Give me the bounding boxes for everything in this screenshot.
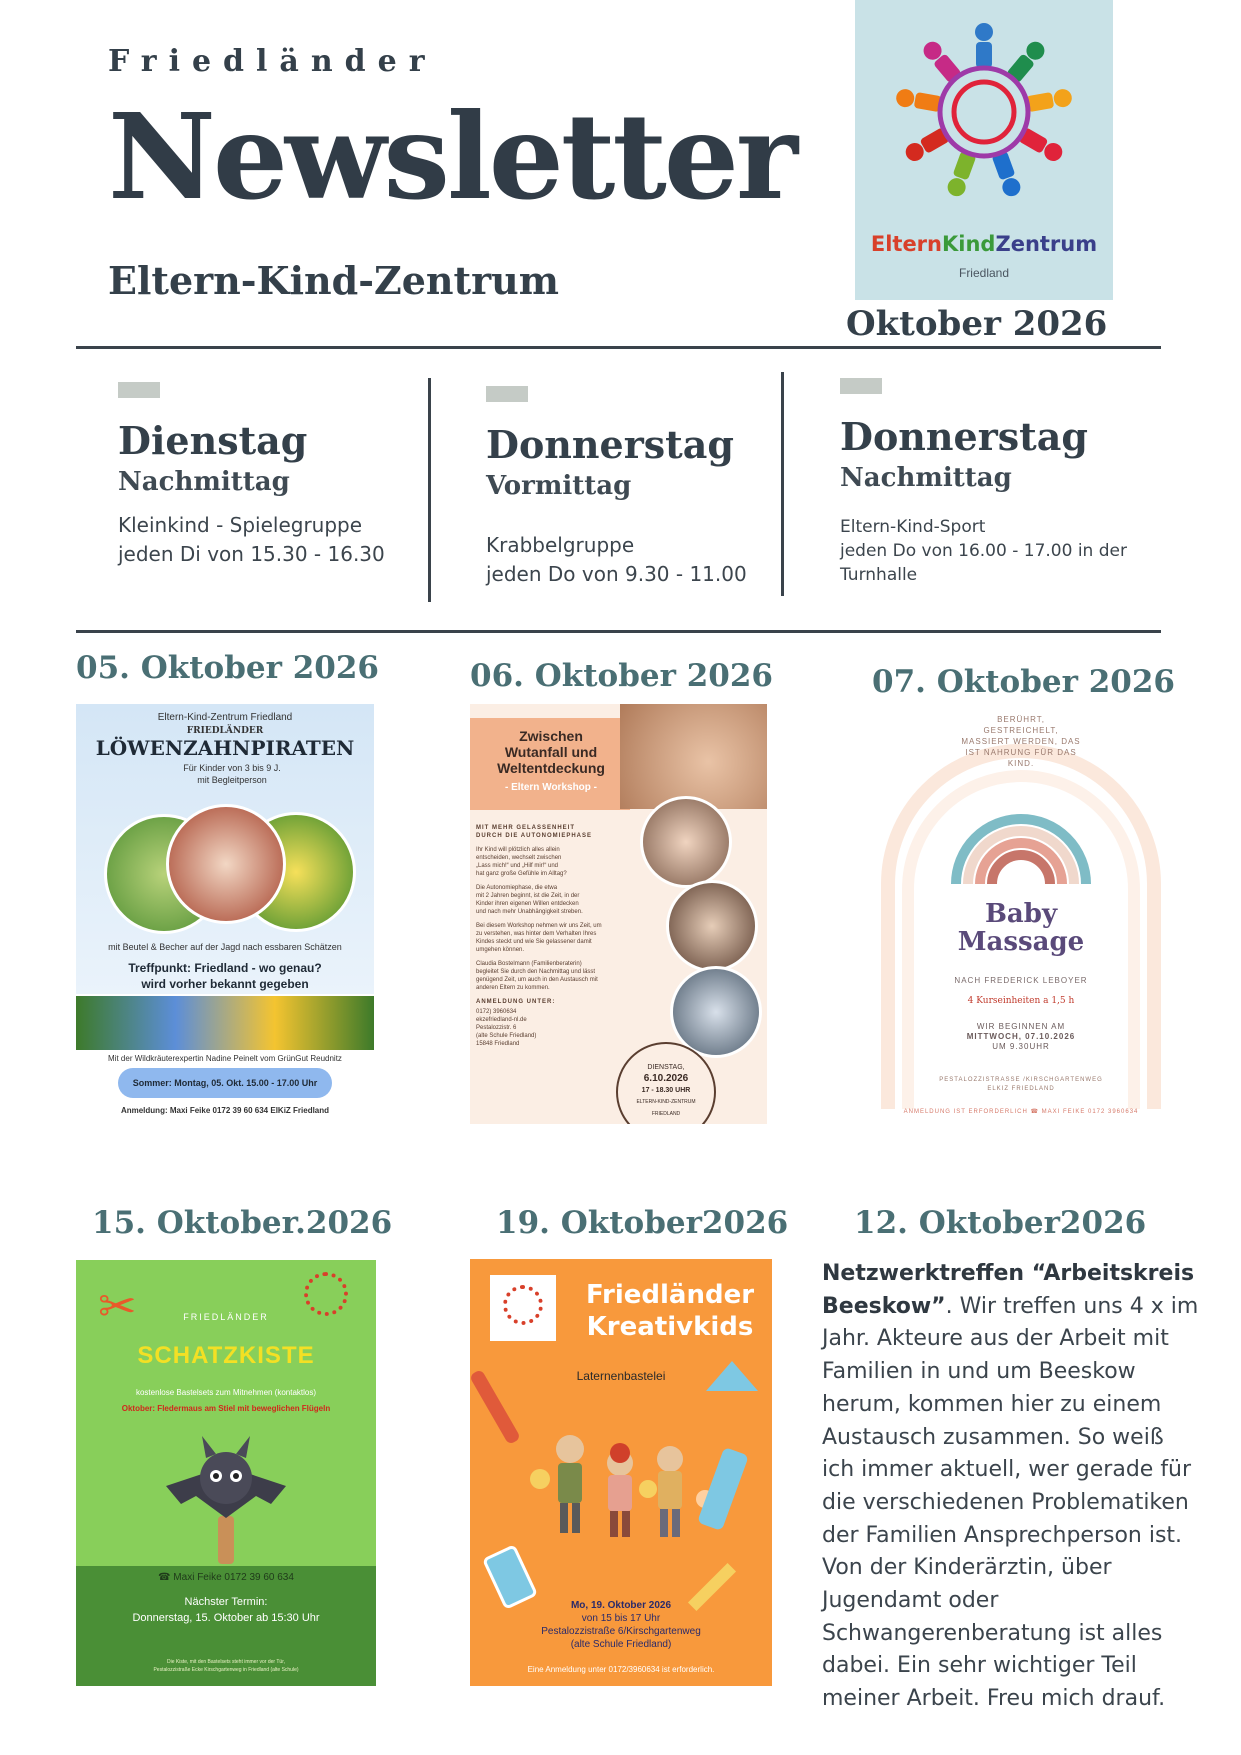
schedule-item-thursday-morning bbox=[486, 386, 786, 589]
event-poster-baby-massage: BERÜHRT, GESTREICHELT, MASSIERT WERDEN, DAS IST NAHRUNG FÜR DAS KIND. Baby Massage NACH FREDERICK LEBOYER 4 Kurseinheiten a 1,5 h WIR BEGINNEN AM MITTWOCH, 07.10.2026 UM 9.30UHR PESTALOZZISTRASSE /KIRSCHGARTENWEG ELKIZ FRIEDLAND ANMELDUNG IST ERFORDERLICH ☎ MAXI FEIKE 0172 3960634 bbox=[866, 704, 1176, 1124]
event-date: 15. Oktober.2026 bbox=[92, 1205, 393, 1241]
family-circle-icon bbox=[855, 0, 1113, 230]
network-meeting-text: Netzwerktreffen “Arbeitskreis Beeskow”. Wir treffen uns 4 x im Jahr. Akteure aus der Arbeit mit Familien in und um Beeskow herum, kommen hier zu einem Austausch zusammen. So weiß ich immer aktuell, wer gerade für die verschiedenen Problematiken der Familien Ansprechperson ist. Von der Kinderärztin, über Jugendamt oder Schwangerenberatung ist alles dabei. Ein sehr wichtiger Teil meiner Arbeit. Freu mich drauf. bbox=[822, 1261, 1199, 1712]
scissors-icon: ✂ bbox=[98, 1280, 137, 1332]
schedule-text: Krabbelgruppe jeden Do von 9.30 - 11.00 bbox=[486, 533, 747, 586]
schedule-item-thursday-afternoon bbox=[840, 378, 1170, 587]
flowers-image bbox=[76, 996, 374, 1050]
schedule-day: Donnerstag bbox=[840, 414, 1088, 459]
logo-wordmark: ElternKindZentrum bbox=[870, 232, 1098, 256]
parent-child-photo bbox=[670, 966, 762, 1058]
schedule-part: Nachmittag bbox=[840, 463, 1012, 493]
divider-vertical bbox=[781, 372, 784, 596]
issue-date: Oktober 2026 bbox=[846, 304, 1108, 344]
logo bbox=[490, 1275, 556, 1341]
newsletter-kicker: Friedländer bbox=[108, 44, 437, 79]
section-tag bbox=[840, 378, 882, 394]
family-circle-icon bbox=[304, 1272, 348, 1316]
section-tag bbox=[118, 382, 160, 398]
event-date: 06. Oktober 2026 bbox=[470, 658, 774, 694]
schedule-part: Nachmittag bbox=[118, 467, 290, 497]
divider-top bbox=[76, 346, 1161, 349]
logo bbox=[855, 0, 1113, 300]
ruler-icon bbox=[706, 1361, 758, 1391]
schedule-day: Dienstag bbox=[118, 418, 308, 463]
schedule-day: Donnerstag bbox=[486, 422, 734, 467]
angry-child-image bbox=[620, 704, 767, 809]
event-poster-loewenzahnpiraten: Eltern-Kind-Zentrum Friedland FRIEDLÄNDER LÖWENZAHNPIRATEN Für Kinder von 3 bis 9 J. mit Begleitperson mit Beutel & Becher auf der Jagd nach essbaren Schätzen Treffpunkt: Friedland - wo genau? wird vorher bekannt gegeben Mit der Wildkräuterexpertin Nadine Peinelt vom GrünGut Reudnitz Sommer: Montag, 05. Okt. 15.00 - 17.00 Uhr Anmeldung: Maxi Feike 0172 39 60 634 ElKiZ Friedland bbox=[76, 704, 374, 1124]
event-date: 07. Oktober 2026 bbox=[872, 664, 1176, 700]
newsletter-subtitle: Eltern-Kind-Zentrum bbox=[108, 258, 559, 303]
event-poster-workshop: Zwischen Wutanfall und Weltentdeckung - Eltern Workshop - MIT MEHR GELASSENHEIT DURCH DIE AUTONOMIEPHASE Ihr Kind will plötzlich alles allein entscheiden, wechselt zwischen „Lass mich!“ und „Hilf mir!“ und hat ganz große Gefühle im Alltag? Die Autonomiephase, die etwa mit 2 Jahren beginnt, ist die Zeit, in der Kinder ihren eigenen Willen entdecken und nach mehr Unabhängigkeit streben. Bei diesem Workshop nehmen wir uns Zeit, um zu verstehen, was hinter dem Verhalten Ihres Kindes steckt und wie Sie gelassener damit umgehen können. Claudia Bostelmann (Familienberaterin) begleitet Sie durch den Nachmittag und lässt genügend Zeit, um auch in den Austausch mit anderen Eltern zu kommen. ANMELDUNG UNTER: 0172) 3960634 ekzefriedland-nl.de Pestalozzistr. 6 (alte Schule Friedland) 15848 Friedland DIENSTAG, 6.10.2026 17 - 18.30 UHR ELTERN-KIND-ZENTRUM FRIEDLAND bbox=[470, 704, 767, 1124]
event-date: 19. Oktober2026 bbox=[496, 1205, 789, 1241]
logo-place: Friedland bbox=[958, 266, 1010, 280]
event-date: 05. Oktober 2026 bbox=[76, 650, 380, 686]
child-photo bbox=[666, 880, 758, 972]
newsletter-title: Newsletter bbox=[108, 87, 796, 226]
schedule-text: Eltern-Kind-Sport jeden Do von 16.00 - 17.00 in der Turnhalle bbox=[840, 517, 1127, 585]
divider-middle bbox=[76, 630, 1161, 633]
event-poster-kreativkids: Friedländer Kreativkids Laternenbastelei Mo, 19. Oktober 2026 von 15 bis 17 Uhr Pestalozzistraße 6/Kirschgartenweg (alte Schule Friedland) Eine Anmeldung unter 0172/3960634 ist erforderlich. bbox=[470, 1259, 772, 1686]
time-badge: Sommer: Montag, 05. Okt. 15.00 - 17.00 Uhr bbox=[118, 1068, 332, 1098]
schedule-part: Vormittag bbox=[486, 471, 632, 501]
event-poster-schatzkiste: ✂ FRIEDLÄNDER SCHATZKISTE kostenlose Bastelsets zum Mitnehmen (kontaktlos) Oktober: Fledermaus am Stiel mit beweglichen Flügeln ☎ Maxi Feike 0172 39 60 634 Nächster Termin: Donnerstag, 15. Oktober ab 15:30 Uhr Die Kiste, mit den Bastelsets steht immer vor der Tür, Pestalozzistraße Ecke Kirschgartenweg in Friedland (alte Schule) bbox=[76, 1260, 376, 1686]
bat-icon bbox=[156, 1426, 296, 1566]
divider-vertical bbox=[428, 378, 431, 602]
schedule-item-tuesday bbox=[118, 382, 418, 569]
section-tag bbox=[486, 386, 528, 402]
children-lanterns-image bbox=[520, 1419, 720, 1559]
date-badge: DIENSTAG, 6.10.2026 17 - 18.30 UHR ELTERN-KIND-ZENTRUM FRIEDLAND bbox=[616, 1042, 716, 1124]
child-telescope-image bbox=[166, 804, 286, 924]
schedule-text: Kleinkind - Spielegruppe jeden Di von 15.30 - 16.30 bbox=[118, 513, 385, 566]
event-date: 12. Oktober2026 bbox=[854, 1205, 1147, 1241]
